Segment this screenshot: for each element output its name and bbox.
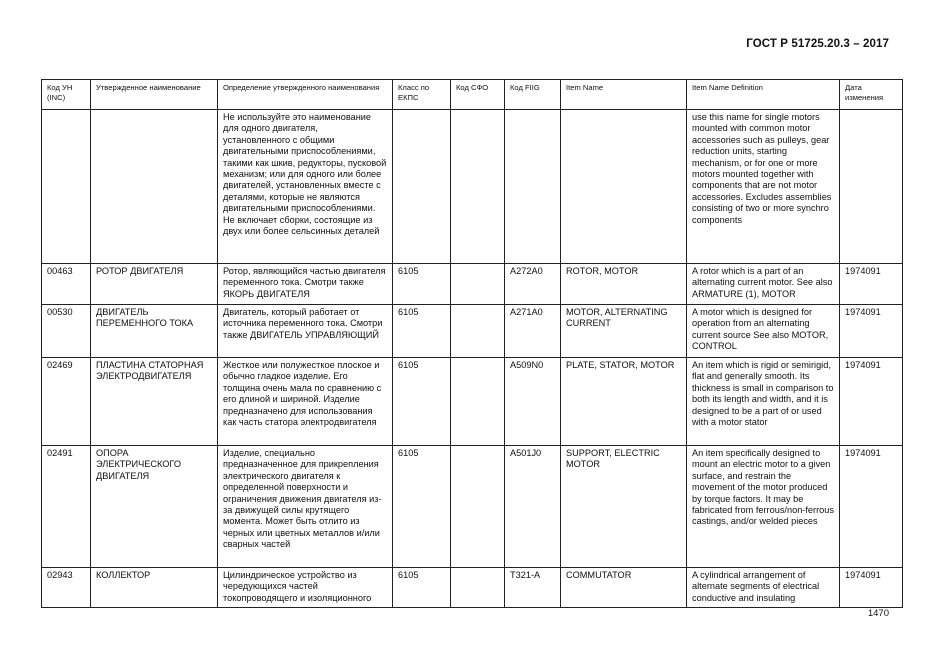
cell-inc: 02491 (42, 446, 91, 568)
cell-definition: Ротор, являющийся частью двигателя переменного тока. Смотри также ЯКОРЬ ДВИГАТЕЛЯ (218, 264, 393, 305)
cell-approved-name (91, 110, 218, 264)
cell-definition: Жесткое или полужесткое плоское и обычно гладкое изделие. Его толщина очень мала по сравнению с его длиной и шириной. Изделие предназначено для использования как часть статора электродвигателя (218, 358, 393, 446)
cell-fiig: A501J0 (505, 446, 561, 568)
cell-definition: Двигатель, который работает от источника переменного тока. Смотри также ДВИГАТЕЛЬ УПРАВЛЯЮЩИЙ (218, 305, 393, 358)
cell-item-name: MOTOR, ALTERNATING CURRENT (561, 305, 687, 358)
cell-inc (42, 110, 91, 264)
cell-fiig: A509N0 (505, 358, 561, 446)
column-header-definition: Определение утвержденного наименования (218, 80, 393, 110)
cell-item-name: SUPPORT, ELECTRIC MOTOR (561, 446, 687, 568)
table-row (42, 568, 903, 608)
cell-sfo (451, 110, 505, 264)
cell-class (393, 110, 451, 264)
cell-fiig: A272A0 (505, 264, 561, 305)
cell-approved-name: ОПОРА ЭЛЕКТРИЧЕСКОГО ДВИГАТЕЛЯ (91, 446, 218, 568)
cell-item-name: PLATE, STATOR, MOTOR (561, 358, 687, 446)
cell-sfo (451, 264, 505, 305)
cell-inc: 00530 (42, 305, 91, 358)
cell-approved-name: ПЛАСТИНА СТАТОРНАЯ ЭЛЕКТРОДВИГАТЕЛЯ (91, 358, 218, 446)
cell-item-definition: An item which is rigid or semirigid, flat and generally smooth. Its thickness is small in comparison to both its length and width, and it is designed to be a part of or used with a motor stator (687, 358, 840, 446)
column-header-approved-name: Утвержденное наименование (91, 80, 218, 110)
cell-date: 1974091 (840, 264, 903, 305)
table-row (42, 446, 903, 568)
document-standard-title: ГОСТ Р 51725.20.3 – 2017 (746, 38, 889, 50)
cell-class: 6105 (393, 305, 451, 358)
cell-definition: Не используйте это наименование для одного двигателя, установленного с общими двигательными приспособлениями, такими как шкив, редукторы, пусковой механизм; или для одного или более двигателей, установленных вместе с деталями, которые не являются двигательными приспособлениями. Не включает сборки, состоящие из двух или более сельсинных деталей (218, 110, 393, 264)
column-header-date: Дата изменения (840, 80, 903, 110)
cell-definition: Цилиндрическое устройство из чередующихся частей токопроводящего и изоляционного (218, 568, 393, 608)
cell-sfo (451, 305, 505, 358)
cell-date (840, 110, 903, 264)
cell-item-name: COMMUTATOR (561, 568, 687, 608)
cell-inc: 00463 (42, 264, 91, 305)
cell-approved-name: ДВИГАТЕЛЬ ПЕРЕМЕННОГО ТОКА (91, 305, 218, 358)
cell-definition: Изделие, специально предназначенное для прикрепления электрического двигателя к определенной поверхности и ограничения движения двигателя из-за движущей силы крутящего момента. Может быть отлито из черных или цветных металлов и/или сварных частей (218, 446, 393, 568)
cell-sfo (451, 446, 505, 568)
cell-class: 6105 (393, 264, 451, 305)
column-header-class: Класс по ЕКПС (393, 80, 451, 110)
cell-item-definition: A rotor which is a part of an alternating current motor. See also ARMATURE (1), MOTOR (687, 264, 840, 305)
cell-fiig: T321-A (505, 568, 561, 608)
cell-class: 6105 (393, 568, 451, 608)
table-row (42, 305, 903, 358)
cell-fiig (505, 110, 561, 264)
cell-item-definition: An item specifically designed to mount an electric motor to a given surface, and restrain the movement of the motor produced by torque factors. It may be fabricated from ferrous/non-ferrous castings, and/or welded pieces (687, 446, 840, 568)
table-row (42, 264, 903, 305)
cell-inc: 02943 (42, 568, 91, 608)
table-header-row (42, 80, 903, 110)
cell-approved-name: РОТОР ДВИГАТЕЛЯ (91, 264, 218, 305)
cell-item-name (561, 110, 687, 264)
cell-date: 1974091 (840, 305, 903, 358)
cell-item-definition: A motor which is designed for operation from an alternating current source See also MOTOR, CONTROL (687, 305, 840, 358)
cell-sfo (451, 358, 505, 446)
cell-fiig: A271A0 (505, 305, 561, 358)
column-header-fiig: Код FIIG (505, 80, 561, 110)
cell-class: 6105 (393, 446, 451, 568)
column-header-item-name: Item Name (561, 80, 687, 110)
page-number: 1470 (867, 608, 889, 619)
column-header-inc: Код УН (INC) (42, 80, 91, 110)
item-names-table (41, 79, 903, 608)
table-row (42, 110, 903, 264)
cell-item-definition: use this name for single motors mounted with common motor accessories such as pulleys, gear reduction units, starting mechanism, or for one or more motors mounted together with components that are not motor accessories. Excludes assemblies consisting of two or more synchro components (687, 110, 840, 264)
cell-item-name: ROTOR, MOTOR (561, 264, 687, 305)
cell-date: 1974091 (840, 446, 903, 568)
cell-sfo (451, 568, 505, 608)
cell-approved-name: КОЛЛЕКТОР (91, 568, 218, 608)
column-header-sfo: Код СФО (451, 80, 505, 110)
cell-item-definition: A cylindrical arrangement of alternate segments of electrical conductive and insulating (687, 568, 840, 608)
cell-date: 1974091 (840, 568, 903, 608)
table-row (42, 358, 903, 446)
cell-class: 6105 (393, 358, 451, 446)
cell-inc: 02469 (42, 358, 91, 446)
column-header-item-definition: Item Name Definition (687, 80, 840, 110)
cell-date: 1974091 (840, 358, 903, 446)
